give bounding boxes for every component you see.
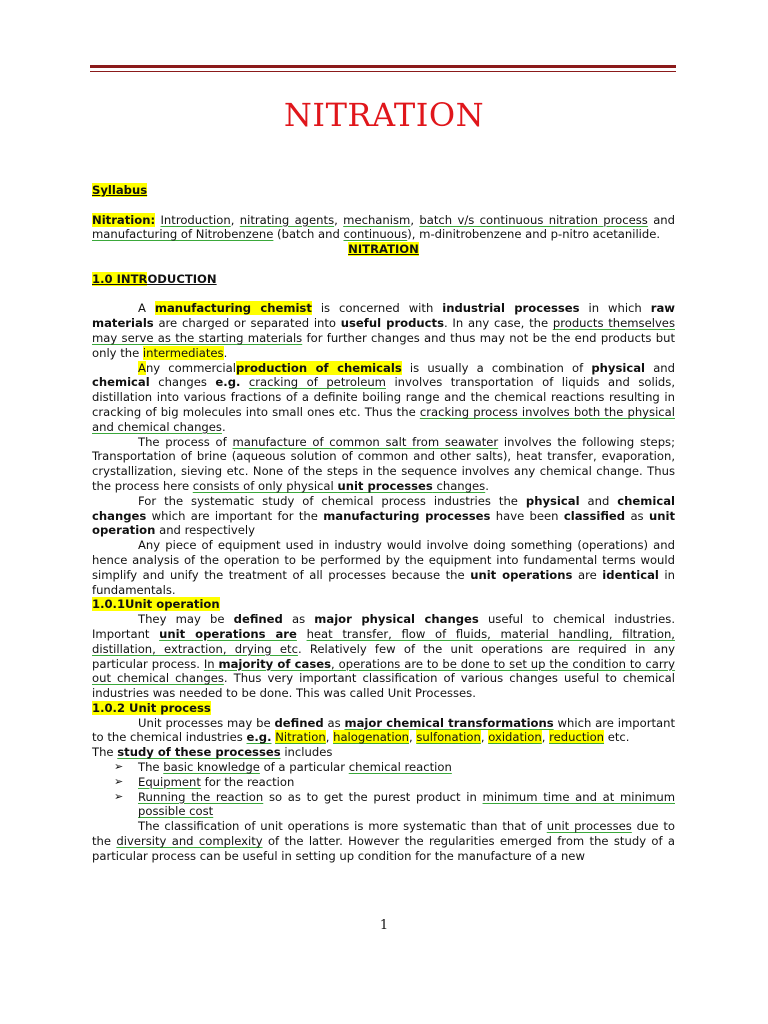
document-body (92, 183, 675, 864)
heading-unit-process: 1.0.2 Unit process (92, 700, 211, 715)
paragraph-intro: A manufacturing chemist is concerned with industrial processes in which raw materials are charged or separated into useful products. In any case, the products themselves may serve as the starting materials for further changes and thus may not be the end products but only the intermediates. (92, 301, 675, 360)
arrow-bullet-icon: ➢ (114, 760, 124, 774)
paragraph-study-includes: The study of these processes includes (92, 745, 333, 760)
arrow-bullet-icon: ➢ (114, 789, 124, 803)
paragraph-commercial-production: Any commercialproduction of chemicals is usually a combination of physical and chemical changes e.g. cracking of petroleum involves transportation of liquids and solids, distillation into various fractions of a definite boiling range and the chemical reactions resulting in cracking of big molecules into small ones etc. Thus the cracking process involves both the physical and chemical changes. (92, 360, 676, 434)
list-item: ➢ Equipment for the reaction (114, 774, 295, 789)
syllabus-heading: Syllabus (92, 183, 148, 197)
list-item: ➢ The basic knowledge of a particular chemical reaction (114, 760, 452, 775)
list-item: ➢ Running the reaction so as to get the purest product in minimum time and at minimum possible cost (114, 789, 675, 819)
intro-heading: 1.0 INTRODUCTION (92, 271, 217, 286)
header-rule-thick (90, 65, 676, 68)
page-title: NITRATION (283, 96, 485, 134)
study-list (114, 760, 675, 819)
heading-unit-operation: 1.0.1Unit operation (92, 597, 220, 612)
paragraph-unit-process: Unit processes may be defined as major chemical transformations which are important to the chemical industries e.g. Nitration, halogenation, sulfonation, oxidation, reduction etc. (92, 715, 676, 745)
page-number: 1 (379, 918, 389, 933)
paragraph-unit-operation: They may be defined as major physical changes useful to chemical industries. Important unit operations are heat transfer, flow of fluids, material handling, filtration, distillation, extraction, drying etc. Relatively few of the unit operations are required in any particular process. In majority of cases, operations are to be done to set up the condition to carry out chemical changes. Thus very important classification of various changes useful to chemical industries was needed to be done. This was called Unit Processes. (92, 612, 676, 701)
syllabus-text: Nitration: Introduction, nitrating agents, mechanism, batch v/s continuous nitration process and manufacturing of Nitrobenzene (batch and continuous), m-dinitrobenzene and p-nitro acetanilide. (92, 212, 676, 242)
header-rule-thin (90, 71, 676, 72)
paragraph-equipment: Any piece of equipment used in industry would involve doing something (operations) and hence analysis of the operation to be performed by the equipment into fundamental terms would simplify and unify the treatment of all processes because the unit operations are identical in fundamentals. (92, 538, 675, 597)
section-heading-nitration: NITRATION (348, 242, 419, 257)
paragraph-classification: The classification of unit operations is more systematic than that of unit processes due to the diversity and complexity of the latter. However the regularities emerged from the study of a particular process can be useful in setting up condition for the manufacture of a new (92, 819, 675, 863)
paragraph-common-salt: The process of manufacture of common salt from seawater involves the following steps; Transportation of brine (aqueous solution of common and other salts), heat transfer, evaporation, crystallization, sieving etc. None of the steps in the sequence involves any chemical change. Thus the process here consists of only physical unit processes changes. (92, 434, 675, 493)
paragraph-systematic-study: For the systematic study of chemical process industries the physical and chemical changes which are important for the manufacturing processes have been classified as unit operation and respectively (92, 493, 675, 538)
arrow-bullet-icon: ➢ (114, 774, 124, 788)
